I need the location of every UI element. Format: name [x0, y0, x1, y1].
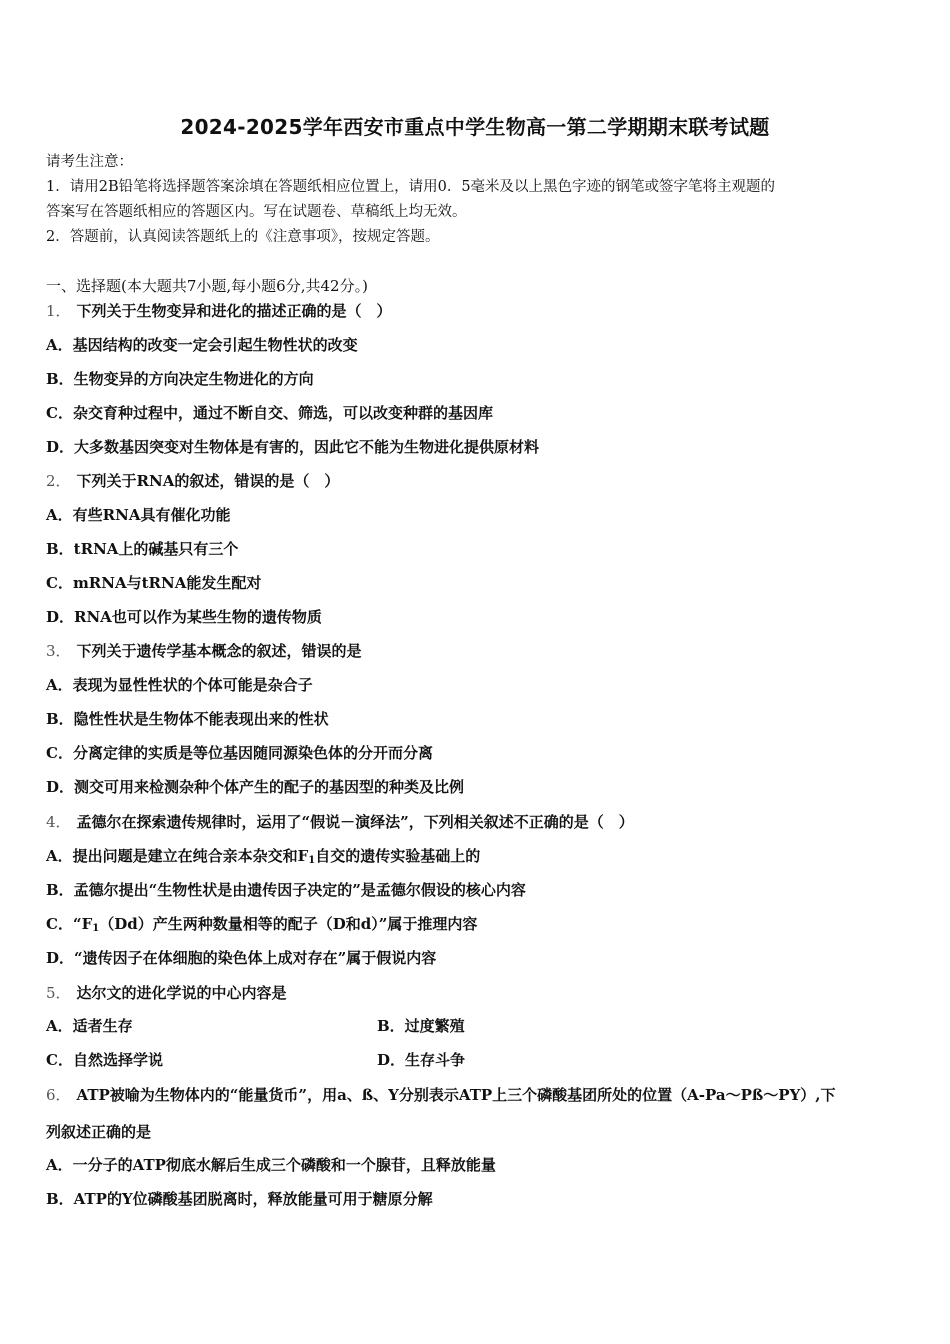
q3-option-d: D．测交可用来检测杂种个体产生的配子的基因型的种类及比例 — [46, 778, 465, 796]
question-number: 1． — [46, 302, 71, 320]
question-number: 6． — [46, 1086, 71, 1104]
notice-item-2: 2．答题前，认真阅读答题纸上的《注意事项》，按规定答题。 — [46, 229, 440, 245]
q2-option-d: D．RNA也可以作为某些生物的遗传物质 — [46, 608, 322, 626]
q6-option-b: B．ATP的Y位磷酸基团脱离时，释放能量可用于糖原分解 — [46, 1190, 433, 1208]
question-number: 2． — [46, 472, 71, 490]
q5-option-d: D．生存斗争 — [377, 1051, 466, 1069]
q5-option-b: B．过度繁殖 — [377, 1017, 465, 1035]
notice-item-1b: 答案写在答题纸相应的答题区内。写在试题卷、草稿纸上均无效。 — [46, 204, 467, 220]
q2-option-c: C．mRNA与tRNA能发生配对 — [46, 574, 262, 592]
q4-option-b: B．孟德尔提出“生物性状是由遗传因子决定的”是孟德尔假设的核心内容 — [46, 881, 526, 899]
q4-option-a: A．提出问题是建立在纯合亲本杂交和$F_1$自交的遗传实验基础上的 — [46, 847, 481, 866]
q3-option-b: B．隐性性状是生物体不能表现出来的性状 — [46, 710, 329, 728]
question-2-stem: 2． 下列关于RNA的叙述，错误的是（ ） — [46, 472, 340, 490]
q4-option-c: C．“$F_1(Dd)$产生两种数量相等的配子（D和d）”属于推理内容 — [46, 915, 478, 934]
question-1-stem: 1． 下列关于生物变异和进化的描述正确的是（ ） — [46, 302, 392, 320]
q1-option-a: A．基因结构的改变一定会引起生物性状的改变 — [46, 336, 358, 354]
question-4-stem: 4． 孟德尔在探索遗传规律时，运用了“假说－演绎法”，下列相关叙述不正确的是（ ） — [46, 813, 634, 831]
question-number: 5． — [46, 984, 71, 1002]
question-6-stem: 6． ATP被喻为生物体内的“能量货币”，用a、ß、Y分别表示ATP上三个磷酸基团所处的位置（A-Pa～Pß～PY）,下 — [46, 1086, 836, 1104]
q3-option-a: A．表现为显性性状的个体可能是杂合子 — [46, 676, 313, 694]
page-title: 2024-2025学年西安市重点中学生物高一第二学期期末联考试题 — [180, 115, 770, 139]
q5-option-c: C．自然选择学说 — [46, 1051, 163, 1069]
q5-option-a: A．适者生存 — [46, 1017, 133, 1035]
question-6-stem-cont: 列叙述正确的是 — [46, 1123, 152, 1141]
q4-option-d: D．“遗传因子在体细胞的染色体上成对存在”属于假说内容 — [46, 949, 437, 967]
section-heading: 一、选择题(本大题共7小题,每小题6分,共42分。) — [46, 277, 368, 295]
notice-heading: 请考生注意： — [46, 154, 133, 170]
q6-option-a: A．一分子的ATP彻底水解后生成三个磷酸和一个腺苷，且释放能量 — [46, 1156, 496, 1174]
question-number: 3． — [46, 642, 71, 660]
question-3-stem: 3． 下列关于遗传学基本概念的叙述，错误的是 — [46, 642, 362, 660]
q3-option-c: C．分离定律的实质是等位基因随同源染色体的分开而分离 — [46, 744, 433, 762]
q1-option-b: B．生物变异的方向决定生物进化的方向 — [46, 370, 314, 388]
q2-option-a: A．有些RNA具有催化功能 — [46, 506, 231, 524]
q1-option-d: D．大多数基因突变对生物体是有害的，因此它不能为生物进化提供原材料 — [46, 438, 540, 456]
q1-option-c: C．杂交育种过程中，通过不断自交、筛选，可以改变种群的基因库 — [46, 404, 493, 422]
notice-item-1a: 1．请用2B铅笔将选择题答案涂填在答题纸相应位置上，请用0．5毫米及以上黑色字迹的钢笔或签字笔将主观题的 — [46, 179, 776, 195]
question-number: 4． — [46, 813, 71, 831]
q2-option-b: B．tRNA上的碱基只有三个 — [46, 540, 239, 558]
question-5-stem: 5． 达尔文的进化学说的中心内容是 — [46, 984, 287, 1002]
